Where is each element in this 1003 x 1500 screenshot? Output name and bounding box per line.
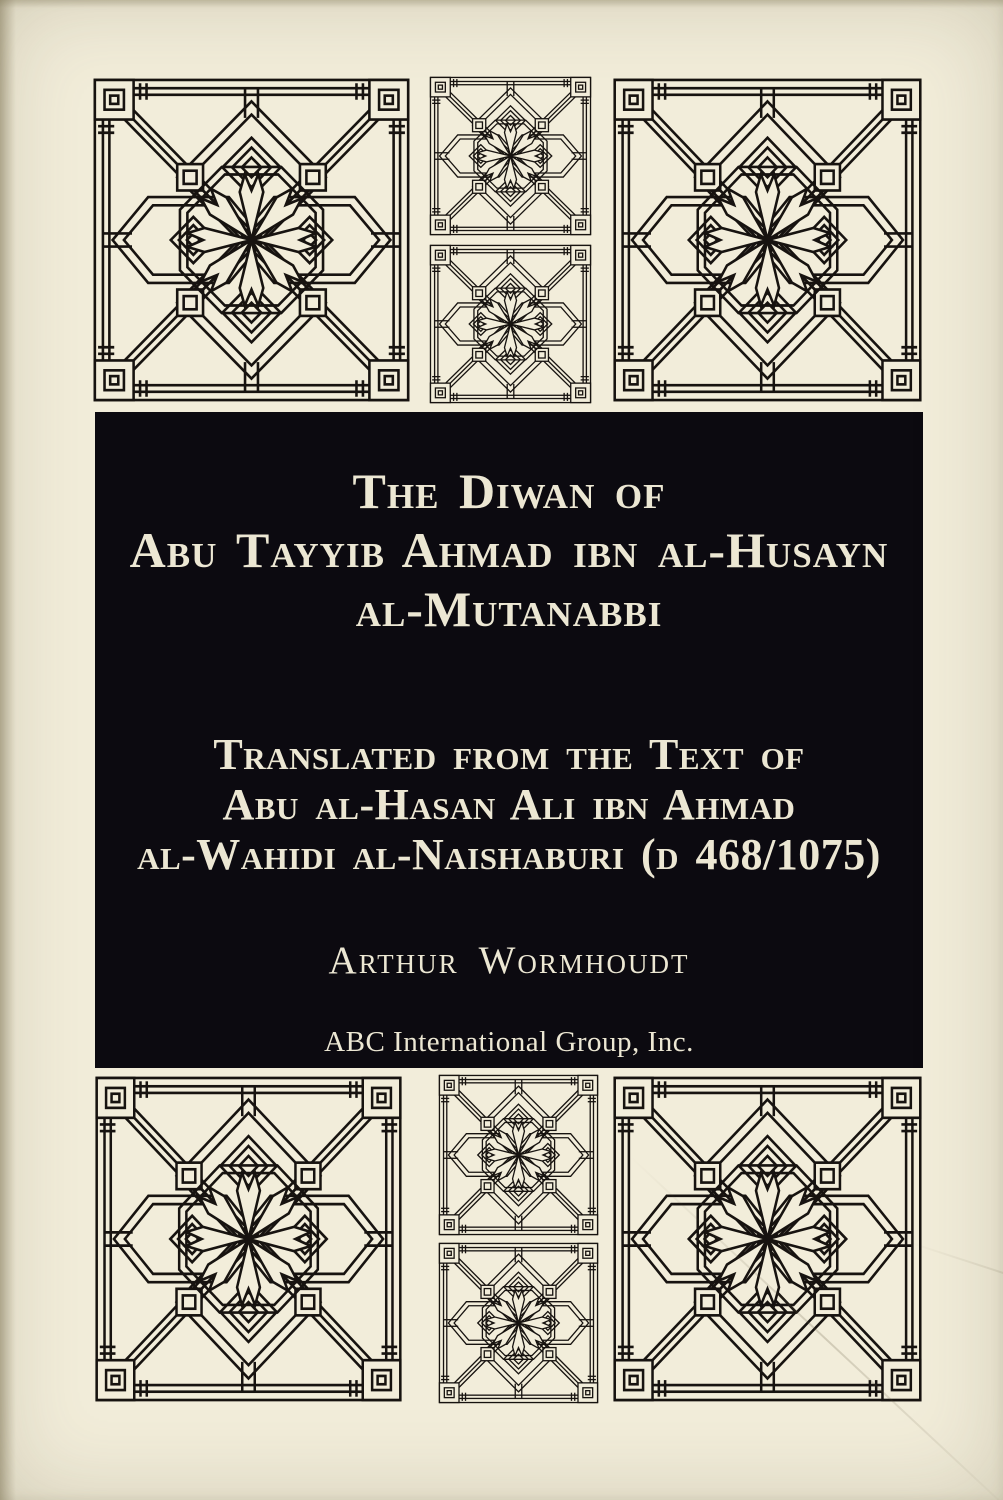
author-name: Arthur Wormhoudt [328, 939, 690, 982]
arabesque-tile-top-middle-lower [428, 243, 593, 405]
arabesque-tile-top-left [90, 75, 413, 405]
title-line-2: Abu Tayyib Ahmad ibn al-Husayn [129, 522, 889, 578]
arabesque-tile-bottom-right [610, 1073, 925, 1405]
arabesque-tile-top-right [610, 75, 925, 405]
subtitle-line-1: Translated from the Text of [213, 730, 805, 779]
scan-edge-shadow [0, 0, 1003, 8]
title-line-1: The Diwan of [352, 463, 666, 519]
arabesque-tile-bottom-middle-lower [437, 1241, 600, 1405]
scan-edge-shadow [0, 0, 16, 1500]
publisher-name: ABC International Group, Inc. [324, 1026, 694, 1058]
book-title [95, 462, 923, 639]
title-line-3: al-Mutanabbi [355, 581, 663, 637]
book-subtitle [95, 730, 923, 880]
subtitle-line-2: Abu al-Hasan Ali ibn Ahmad [222, 780, 796, 829]
arabesque-tile-bottom-left [92, 1073, 405, 1405]
arabesque-tile-top-middle-upper [428, 75, 593, 237]
title-panel [95, 412, 923, 1068]
subtitle-line-3: al-Wahidi al-Naishaburi (d 468/1075) [137, 830, 881, 879]
arabesque-tile-bottom-middle-upper [437, 1073, 600, 1237]
